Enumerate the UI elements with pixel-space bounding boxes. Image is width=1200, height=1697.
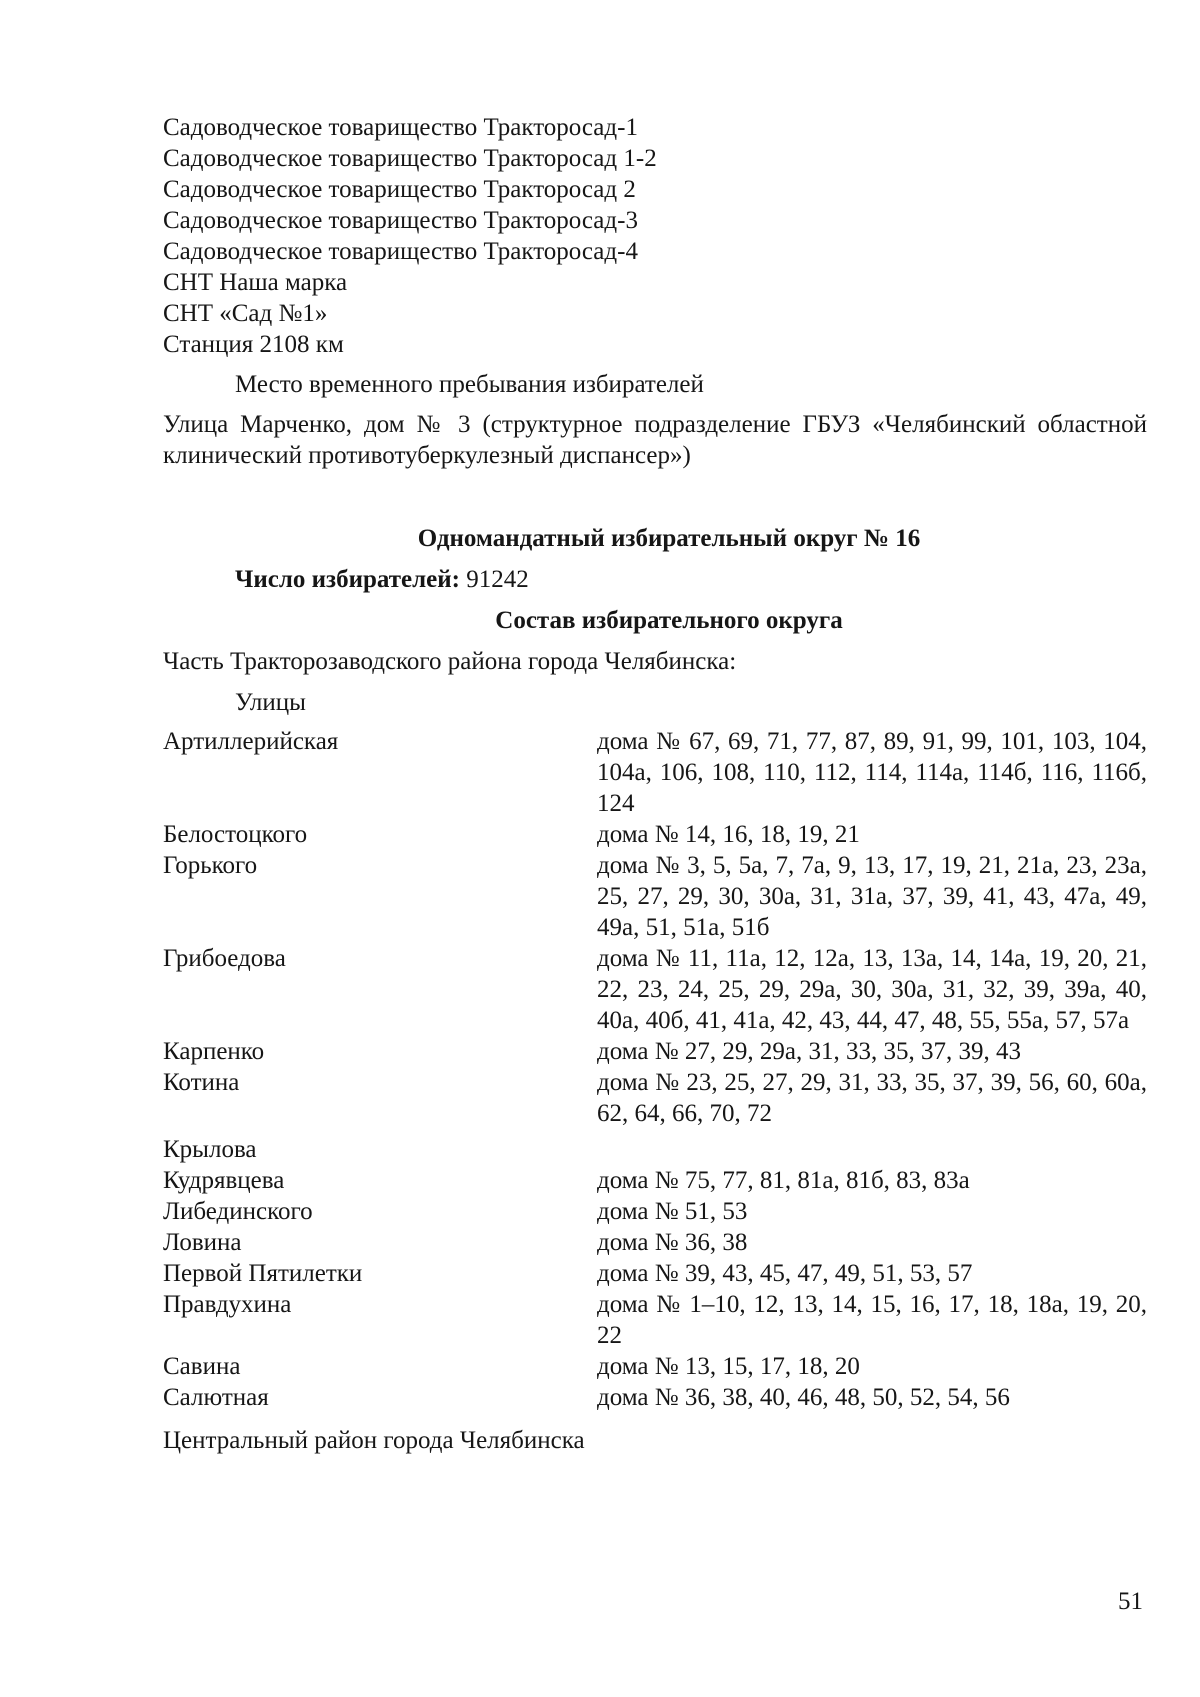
- street-name: Правдухина: [163, 1291, 292, 1318]
- streets-heading: Улицы: [235, 689, 306, 716]
- snt-list: [163, 112, 1147, 360]
- street-name: Крылова: [163, 1136, 257, 1163]
- snt-item: Садоводческое товарищество Тракторосад 1-2: [163, 145, 657, 172]
- street-houses: дома № 75, 77, 81, 81а, 81б, 83, 83а: [597, 1167, 970, 1194]
- district-title: Одномандатный избирательный округ № 16: [417, 525, 921, 552]
- central-district: Центральный район города Челябинска: [163, 1427, 585, 1454]
- street-row: [163, 1067, 1147, 1129]
- street-row: [163, 726, 1147, 819]
- street-houses: дома № 14, 16, 18, 19, 21: [597, 821, 860, 848]
- street-name: Артиллерийская: [163, 728, 339, 755]
- street-houses: дома № 11, 11а, 12, 12а, 13, 13а, 14, 14а, 19, 20, 21, 22, 23, 24, 25, 29, 29а, 30, 30а, 31, 32, 39, 39а, 40, 40а, 40б, 41, 41а, 42, 43, 44, 47, 48, 55, 55а, 57, 57а: [597, 945, 1147, 1034]
- page-content: [163, 112, 1147, 1456]
- streets-table: [163, 726, 1147, 1413]
- street-row: [163, 1258, 1147, 1289]
- street-row: [163, 1134, 1147, 1165]
- snt-item: СНТ «Сад №1»: [163, 300, 328, 327]
- temp-stay-heading: Место временного пребывания избирателей: [235, 371, 704, 398]
- street-houses: дома № 39, 43, 45, 47, 49, 51, 53, 57: [597, 1260, 973, 1287]
- street-name: Горького: [163, 852, 258, 879]
- street-houses: [597, 1134, 1147, 1165]
- street-row: [163, 850, 1147, 943]
- street-name: Грибоедова: [163, 945, 286, 972]
- street-name: Первой Пятилетки: [163, 1260, 363, 1287]
- street-name: Кудрявцева: [163, 1167, 285, 1194]
- composition-title: Состав избирательного округа: [495, 607, 843, 634]
- voters-count-line: [163, 564, 1147, 595]
- street-houses: дома № 3, 5, 5а, 7, 7а, 9, 13, 17, 19, 21, 21а, 23, 23а, 25, 27, 29, 30, 30а, 31, 31а, 37, 39, 41, 43, 47а, 49, 49а, 51, 51а, 51б: [597, 852, 1147, 941]
- street-houses: дома № 51, 53: [597, 1198, 748, 1225]
- street-houses: дома № 36, 38: [597, 1229, 748, 1256]
- street-row: [163, 1036, 1147, 1067]
- area-text: Часть Тракторозаводского района города Челябинска:: [163, 648, 737, 675]
- street-row: [163, 1351, 1147, 1382]
- street-houses: дома № 67, 69, 71, 77, 87, 89, 91, 99, 101, 103, 104, 104а, 106, 108, 110, 112, 114, 114а, 114б, 116, 116б, 124: [597, 728, 1147, 817]
- street-row: [163, 943, 1147, 1036]
- snt-item: Садоводческое товарищество Тракторосад 2: [163, 176, 636, 203]
- street-name: Салютная: [163, 1384, 269, 1411]
- street-houses: дома № 27, 29, 29а, 31, 33, 35, 37, 39, 43: [597, 1038, 1021, 1065]
- street-row: [163, 819, 1147, 850]
- snt-item: СНТ Наша марка: [163, 269, 348, 296]
- street-row: [163, 1289, 1147, 1351]
- snt-item: Станция 2108 км: [163, 331, 344, 358]
- snt-item: Садоводческое товарищество Тракторосад-4: [163, 238, 638, 265]
- voters-label: Число избирателей:: [235, 566, 460, 593]
- street-row: [163, 1227, 1147, 1258]
- street-row: [163, 1196, 1147, 1227]
- street-name: Либединского: [163, 1198, 313, 1225]
- snt-item: Садоводческое товарищество Тракторосад-3: [163, 207, 638, 234]
- street-name: Белостоцкого: [163, 821, 308, 848]
- temp-stay-text: Улица Марченко, дом № 3 (структурное подразделение ГБУЗ «Челябинский областной клинический противотуберкулезный диспансер»): [163, 411, 1147, 469]
- street-row: [163, 1165, 1147, 1196]
- page-number: 51: [1118, 1588, 1143, 1615]
- street-row: [163, 1382, 1147, 1413]
- street-name: Котина: [163, 1069, 240, 1096]
- street-houses: дома № 13, 15, 17, 18, 20: [597, 1353, 860, 1380]
- street-name: Ловина: [163, 1229, 242, 1256]
- street-houses: дома № 1–10, 12, 13, 14, 15, 16, 17, 18, 18а, 19, 20, 22: [597, 1291, 1147, 1349]
- snt-item: Садоводческое товарищество Тракторосад-1: [163, 114, 638, 141]
- street-name: Савина: [163, 1353, 241, 1380]
- street-houses: дома № 36, 38, 40, 46, 48, 50, 52, 54, 56: [597, 1384, 1010, 1411]
- voters-count: 91242: [466, 566, 529, 593]
- street-houses: дома № 23, 25, 27, 29, 31, 33, 35, 37, 39, 56, 60, 60а, 62, 64, 66, 70, 72: [597, 1069, 1147, 1127]
- street-name: Карпенко: [163, 1038, 265, 1065]
